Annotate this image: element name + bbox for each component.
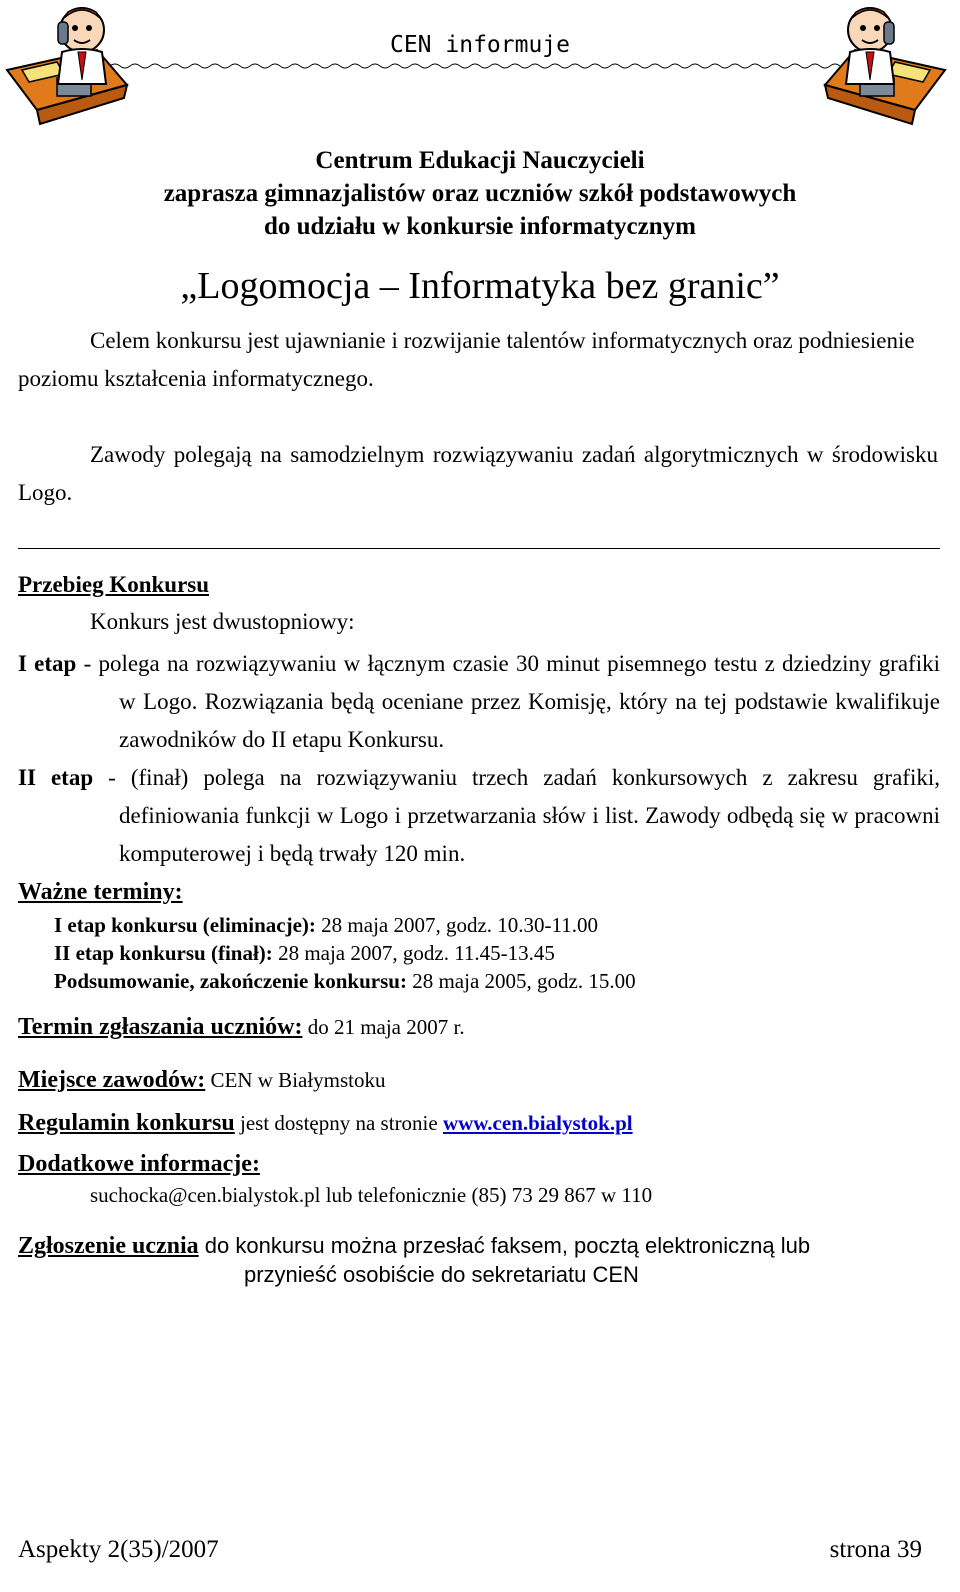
intro-paragraph-1: Celem konkursu jest ujawnianie i rozwijanie talentów informatycznych oraz podniesienie poziomu kształcenia informatycznego. <box>18 328 915 391</box>
rules-label: Regulamin konkursu <box>18 1110 235 1136</box>
deadline-line <box>18 1014 465 1041</box>
rules-line <box>18 1110 633 1137</box>
footer-journal: Aspekty 2(35)/2007 <box>18 1536 219 1563</box>
date-item <box>54 967 636 995</box>
application-line-1: do konkursu można przesłać faksem, pocztą elektroniczną lub <box>198 1233 811 1258</box>
stage-1-label: I etap <box>18 651 77 676</box>
info-contact: suchocka@cen.bialystok.pl lub telefonicznie (85) 73 29 867 w 110 <box>90 1183 653 1207</box>
date-value: 28 maja 2007, godz. 10.30-11.00 <box>315 913 599 937</box>
stage-1-text: - polega na rozwiązywaniu w łącznym czasie 30 minut pisemnego testu z dziedziny grafiki w Logo. Rozwiązania będą oceniane przez Komisję, który na tej podstawie kwalifikuje zawodników do II etapu Konkursu. <box>76 651 940 752</box>
header-line-2: zaprasza gimnazjalistów oraz uczniów szkół podstawowych <box>163 180 797 207</box>
deadline-label: Termin zgłaszania uczniów: <box>18 1014 303 1040</box>
application-line-2: przynieść osobiście do sekretariatu CEN <box>244 1262 639 1287</box>
dates-heading-text: Ważne terminy: <box>18 879 183 905</box>
header-line-1: Centrum Edukacji Nauczycieli <box>315 147 645 174</box>
course-heading-text: Przebieg Konkursu <box>18 572 210 597</box>
application-paragraph <box>18 1233 940 1288</box>
stage-2-text: - (finał) polega na rozwiązywaniu trzech zadań konkursowych z zakresu grafiki, definiowania funkcji w Logo i przetwarzania słów i list. Zawody odbędą się w pracowni komputerowej i będą trwały 120 min. <box>93 765 940 866</box>
stage-1-paragraph <box>18 645 940 759</box>
contest-title: „Logomocja – Informatyka bez granic” <box>180 265 780 307</box>
application-label: Zgłoszenie ucznia <box>18 1233 199 1259</box>
date-label: II etap konkursu (finał): <box>54 941 273 965</box>
venue-value: CEN w Białymstoku <box>205 1068 386 1092</box>
header-line-3: do udziału w konkursie informatycznym <box>264 213 696 240</box>
stage-2-paragraph <box>18 759 940 873</box>
dates-list <box>54 911 636 995</box>
deadline-value: do 21 maja 2007 r. <box>302 1015 465 1039</box>
date-label: I etap konkursu (eliminacje): <box>54 913 316 937</box>
date-value: 28 maja 2007, godz. 11.45-13.45 <box>272 941 555 965</box>
divider <box>18 548 940 549</box>
dates-heading <box>18 879 183 906</box>
venue-line <box>18 1067 386 1094</box>
banner-title: CEN informuje <box>389 32 570 58</box>
stage-2-label: II etap <box>18 765 94 790</box>
date-label: Podsumowanie, zakończenie konkursu: <box>54 969 407 993</box>
decorative-wavy-line <box>110 62 850 70</box>
date-value: 28 maja 2005, godz. 15.00 <box>406 969 636 993</box>
rules-value: jest dostępny na stronie <box>234 1111 443 1135</box>
course-heading <box>18 572 209 598</box>
info-heading <box>18 1151 260 1178</box>
website-link[interactable]: www.cen.bialystok.pl <box>442 1111 633 1135</box>
info-label: Dodatkowe informacje: <box>18 1151 260 1177</box>
venue-label: Miejsce zawodów: <box>18 1067 206 1093</box>
course-subheading: Konkurs jest dwustopniowy: <box>90 609 355 634</box>
invitation-header <box>0 144 960 243</box>
date-item <box>54 939 636 967</box>
footer-page-number: strona 39 <box>829 1536 922 1563</box>
intro-paragraph-2: Zawody polegają na samodzielnym rozwiązywaniu zadań algorytmicznych w środowisku Logo. <box>18 442 938 505</box>
date-item <box>54 911 636 939</box>
man-on-phone-icon <box>820 0 950 135</box>
